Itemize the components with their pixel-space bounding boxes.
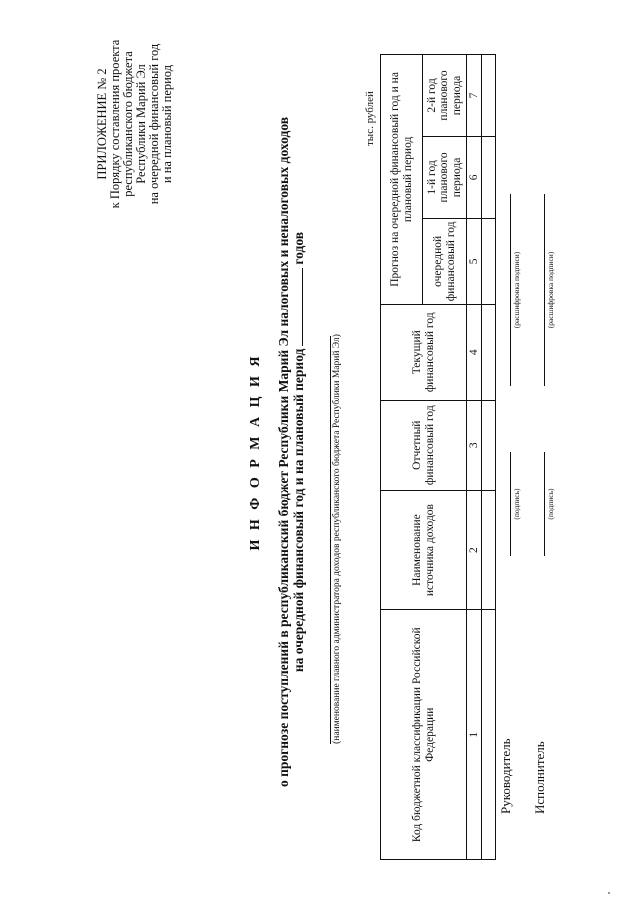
subtitle-line-2 <box>291 60 306 844</box>
header-next-year: очередной финансовый год <box>423 218 467 304</box>
table-cell <box>482 136 496 218</box>
header-forecast: Прогноз на очередной финансовый год и на плановый период <box>381 55 423 305</box>
header-current-year: Текущий финансовый год <box>381 304 467 400</box>
header-reporting-year: Отчетный финансовый год <box>381 400 467 490</box>
head-decode-line <box>510 194 511 386</box>
executor-label: Исполнитель <box>532 741 547 814</box>
table-cell <box>482 490 496 610</box>
appendix-block <box>96 4 174 244</box>
head-decode-caption: (расшифровка подписи) <box>512 251 521 329</box>
head-sign-caption: (подпись) <box>512 488 521 520</box>
table-cell <box>482 304 496 400</box>
document-subtitle <box>276 60 306 844</box>
header-name: Наименование источника доходов <box>381 490 467 610</box>
subtitle-line-1: о прогнозе поступлений в республиканский бюджет Республики Марий Эл налоговых и неналоговых доходов <box>276 116 291 788</box>
column-number: 7 <box>467 55 482 137</box>
column-number: 3 <box>467 400 482 490</box>
document-title: И Н Ф О Р М А Ц И Я <box>248 353 263 551</box>
header-code: Код бюджетной классификации Российской Федерации <box>381 610 467 860</box>
appendix-line: республиканского бюджета <box>121 51 135 197</box>
appendix-line: к Порядку составления проекта <box>108 39 122 209</box>
table-cell <box>482 400 496 490</box>
table-cell <box>482 218 496 304</box>
header-plan-year-2: 2-й год планового периода <box>423 55 467 137</box>
appendix-line: на очередной финансовый год <box>147 43 161 205</box>
column-number: 2 <box>467 490 482 610</box>
appendix-line: и на плановый период <box>160 64 174 184</box>
appendix-line: Республики Марий Эл <box>134 64 148 184</box>
subtitle-line-2-suffix: годов <box>291 231 306 265</box>
executor-decode-caption: (расшифровка подписи) <box>546 251 555 329</box>
column-number: 4 <box>467 304 482 400</box>
years-blank <box>292 268 303 346</box>
executor-decode-line <box>544 194 545 386</box>
column-number: 6 <box>467 136 482 218</box>
executor-sign-caption: (подпись) <box>546 488 555 520</box>
admin-name-caption: (наименование главного администратора доходов республиканского бюджета Республики Марий Эл) <box>332 334 342 744</box>
header-plan-year-1: 1-й год планового периода <box>423 136 467 218</box>
table-cell <box>482 55 496 137</box>
units-label: тыс. рублей <box>364 91 376 146</box>
subtitle-line-2-prefix: на очередной финансовый год и на плановый период <box>291 348 306 673</box>
forecast-table <box>380 54 496 860</box>
appendix-line: ПРИЛОЖЕНИЕ № 2 <box>95 68 109 180</box>
head-sign-line <box>510 452 511 556</box>
scan-speck <box>608 892 610 894</box>
head-label: Руководитель <box>498 738 513 814</box>
table-cell <box>482 610 496 860</box>
column-number: 1 <box>467 610 482 860</box>
admin-name-line <box>330 336 331 744</box>
column-number: 5 <box>467 218 482 304</box>
executor-sign-line <box>544 452 545 556</box>
